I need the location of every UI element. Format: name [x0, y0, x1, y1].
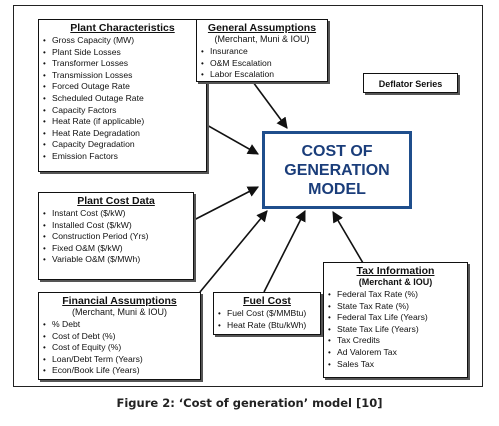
central-title-line-1: COST OF [301, 142, 373, 160]
list-item: • Federal Tax Life (Years) [328, 312, 467, 324]
financial-assumptions-list [39, 319, 200, 377]
arrow-fuel-cost [264, 211, 305, 292]
list-item: • Heat Rate (if applicable) [43, 116, 206, 128]
fuel-cost-list [214, 308, 320, 331]
list-item: • Capacity Degradation [43, 139, 206, 151]
list-item: • Plant Side Losses [43, 47, 206, 59]
list-item: • % Debt [43, 319, 200, 331]
plant-characteristics-box [38, 19, 207, 172]
financial-assumptions-box [38, 292, 201, 380]
list-item: • Tax Credits [328, 335, 467, 347]
arrow-tax-information [333, 212, 363, 263]
list-item: • Heat Rate (Btu/kWh) [218, 320, 320, 332]
list-item: • Instant Cost ($/kW) [43, 208, 193, 220]
list-item: • Sales Tax [328, 359, 467, 371]
arrow-financial-assumptions [200, 211, 267, 292]
arrow-general-assumptions [253, 82, 287, 128]
list-item: • Econ/Book Life (Years) [43, 365, 200, 377]
list-item: • Construction Period (Yrs) [43, 231, 193, 243]
list-item: • Installed Cost ($/kW) [43, 220, 193, 232]
arrow-plant-cost-data [190, 187, 258, 222]
list-item: • Heat Rate Degradation [43, 128, 206, 140]
fuel-cost-box [213, 292, 321, 335]
tax-information-box [323, 262, 468, 378]
list-item: • Fuel Cost ($/MMBtu) [218, 308, 320, 320]
central-title-line-3: MODEL [308, 180, 366, 198]
list-item: • Variable O&M ($/MWh) [43, 254, 193, 266]
tax-information-title: Tax Information [356, 265, 435, 277]
list-item: • Emission Factors [43, 151, 206, 163]
fuel-cost-title: Fuel Cost [243, 295, 291, 307]
deflator-series-box: Deflator Series [363, 73, 458, 93]
plant-characteristics-list [39, 35, 206, 163]
list-item: • Gross Capacity (MW) [43, 35, 206, 47]
financial-assumptions-subtitle: (Merchant, Muni & IOU) [71, 307, 168, 317]
figure-caption: Figure 2: ‘Cost of generation’ model [10] [116, 396, 383, 410]
cost-of-generation-model-box [262, 131, 412, 209]
list-item: • Capacity Factors [43, 105, 206, 117]
central-title-line-2: GENERATION [284, 161, 390, 179]
plant-cost-data-list [39, 208, 193, 266]
list-item: • State Tax Life (Years) [328, 324, 467, 336]
financial-assumptions-title: Financial Assumptions [62, 295, 177, 307]
tax-information-subtitle: (Merchant & IOU) [358, 277, 433, 287]
plant-cost-data-title: Plant Cost Data [77, 195, 155, 207]
arrow-plant-characteristics [205, 124, 258, 154]
list-item: • Fixed O&M ($/kW) [43, 243, 193, 255]
list-item: • O&M Escalation [201, 58, 327, 70]
list-item: • Transmission Losses [43, 70, 206, 82]
list-item: • Insurance [201, 46, 327, 58]
list-item: • Ad Valorem Tax [328, 347, 467, 359]
list-item: • Forced Outage Rate [43, 81, 206, 93]
list-item: • Cost of Debt (%) [43, 331, 200, 343]
list-item: • Cost of Equity (%) [43, 342, 200, 354]
list-item: • Scheduled Outage Rate [43, 93, 206, 105]
general-assumptions-subtitle: (Merchant, Muni & IOU) [214, 34, 310, 44]
tax-information-list [324, 289, 467, 370]
list-item: • State Tax Rate (%) [328, 301, 467, 313]
general-assumptions-title: General Assumptions [207, 22, 317, 34]
list-item: • Transformer Losses [43, 58, 206, 70]
list-item: • Federal Tax Rate (%) [328, 289, 467, 301]
general-assumptions-box [196, 19, 328, 82]
general-assumptions-list [197, 46, 327, 81]
plant-cost-data-box [38, 192, 194, 280]
plant-characteristics-title: Plant Characteristics [70, 22, 175, 34]
list-item: • Loan/Debt Term (Years) [43, 354, 200, 366]
list-item: • Labor Escalation [201, 69, 327, 81]
